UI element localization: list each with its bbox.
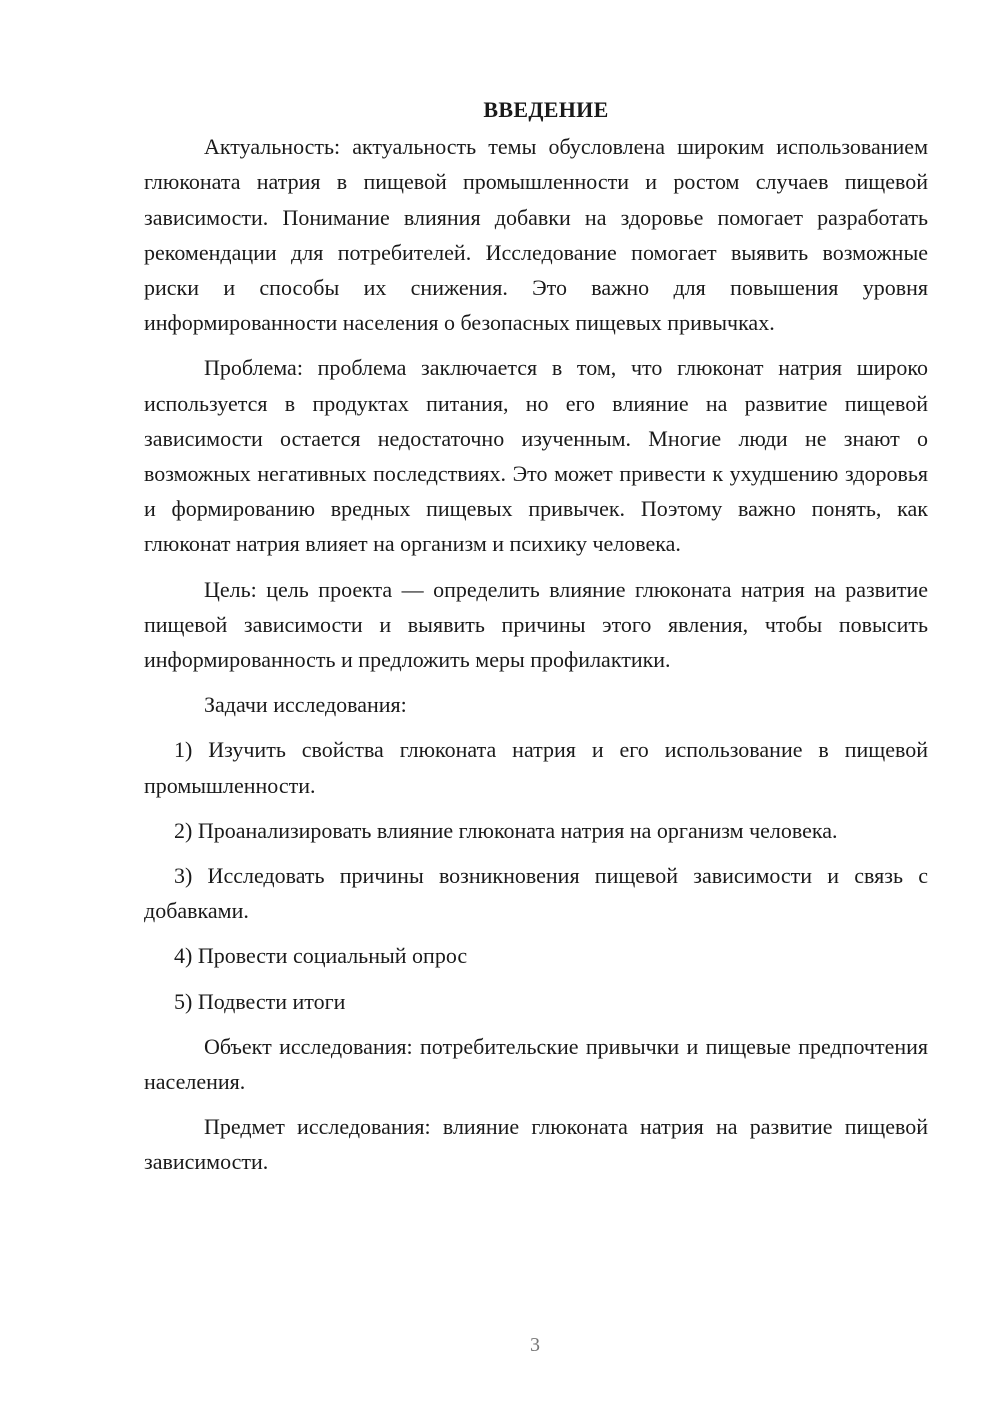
task-item: 4) Провести социальный опрос (174, 943, 468, 969)
relevance-paragraph: Актуальность: актуальность темы обусловлена широким использованием глюконата натрия в пищевой промышленности и ростом случаев пищевой зависимости. Понимание влияния добавки на здоровье помогает разработать рекомендации для потребителей. Исследование помогает выявить возможные риски и способы их снижения. Это важно для повышения уровня информированности населения о безопасных пищевых привычках. (144, 134, 928, 336)
problem-paragraph: Проблема: проблема заключается в том, что глюконат натрия широко используется в продуктах питания, но его влияние на развитие пищевой зависимости остается недостаточно изученным. Многие люди не знают о возможных негативных последствиях. Это может привести к ухудшению здоровья и формированию вредных пищевых привычек. Поэтому важно понять, как глюконат натрия влияет на организм и психику человека. (144, 355, 928, 557)
task-item: 2) Проанализировать влияние глюконата натрия на организм человека. (174, 817, 838, 843)
tasks-heading: Задачи исследования: (204, 692, 407, 718)
goal-paragraph: Цель: цель проекта — определить влияние глюконата натрия на развитие пищевой зависимости и выявить причины этого явления, чтобы повысить информированность и предложить меры профилактики. (144, 576, 928, 673)
object-paragraph: Объект исследования: потребительские привычки и пищевые предпочтения населения. (144, 1033, 928, 1095)
task-item: 3) Исследовать причины возникновения пищевой зависимости и связь с добавками. (144, 863, 928, 924)
task-item: 5) Подвести итоги (174, 988, 346, 1014)
subject-paragraph: Предмет исследования: влияние глюконата натрия на развитие пищевой зависимости. (144, 1114, 928, 1175)
document-body (144, 92, 928, 1180)
page-number: 3 (530, 1334, 540, 1356)
section-heading: ВВЕДЕНИЕ (483, 97, 609, 122)
task-item: 1) Изучить свойства глюконата натрия и его использование в пищевой промышленности. (144, 737, 928, 798)
